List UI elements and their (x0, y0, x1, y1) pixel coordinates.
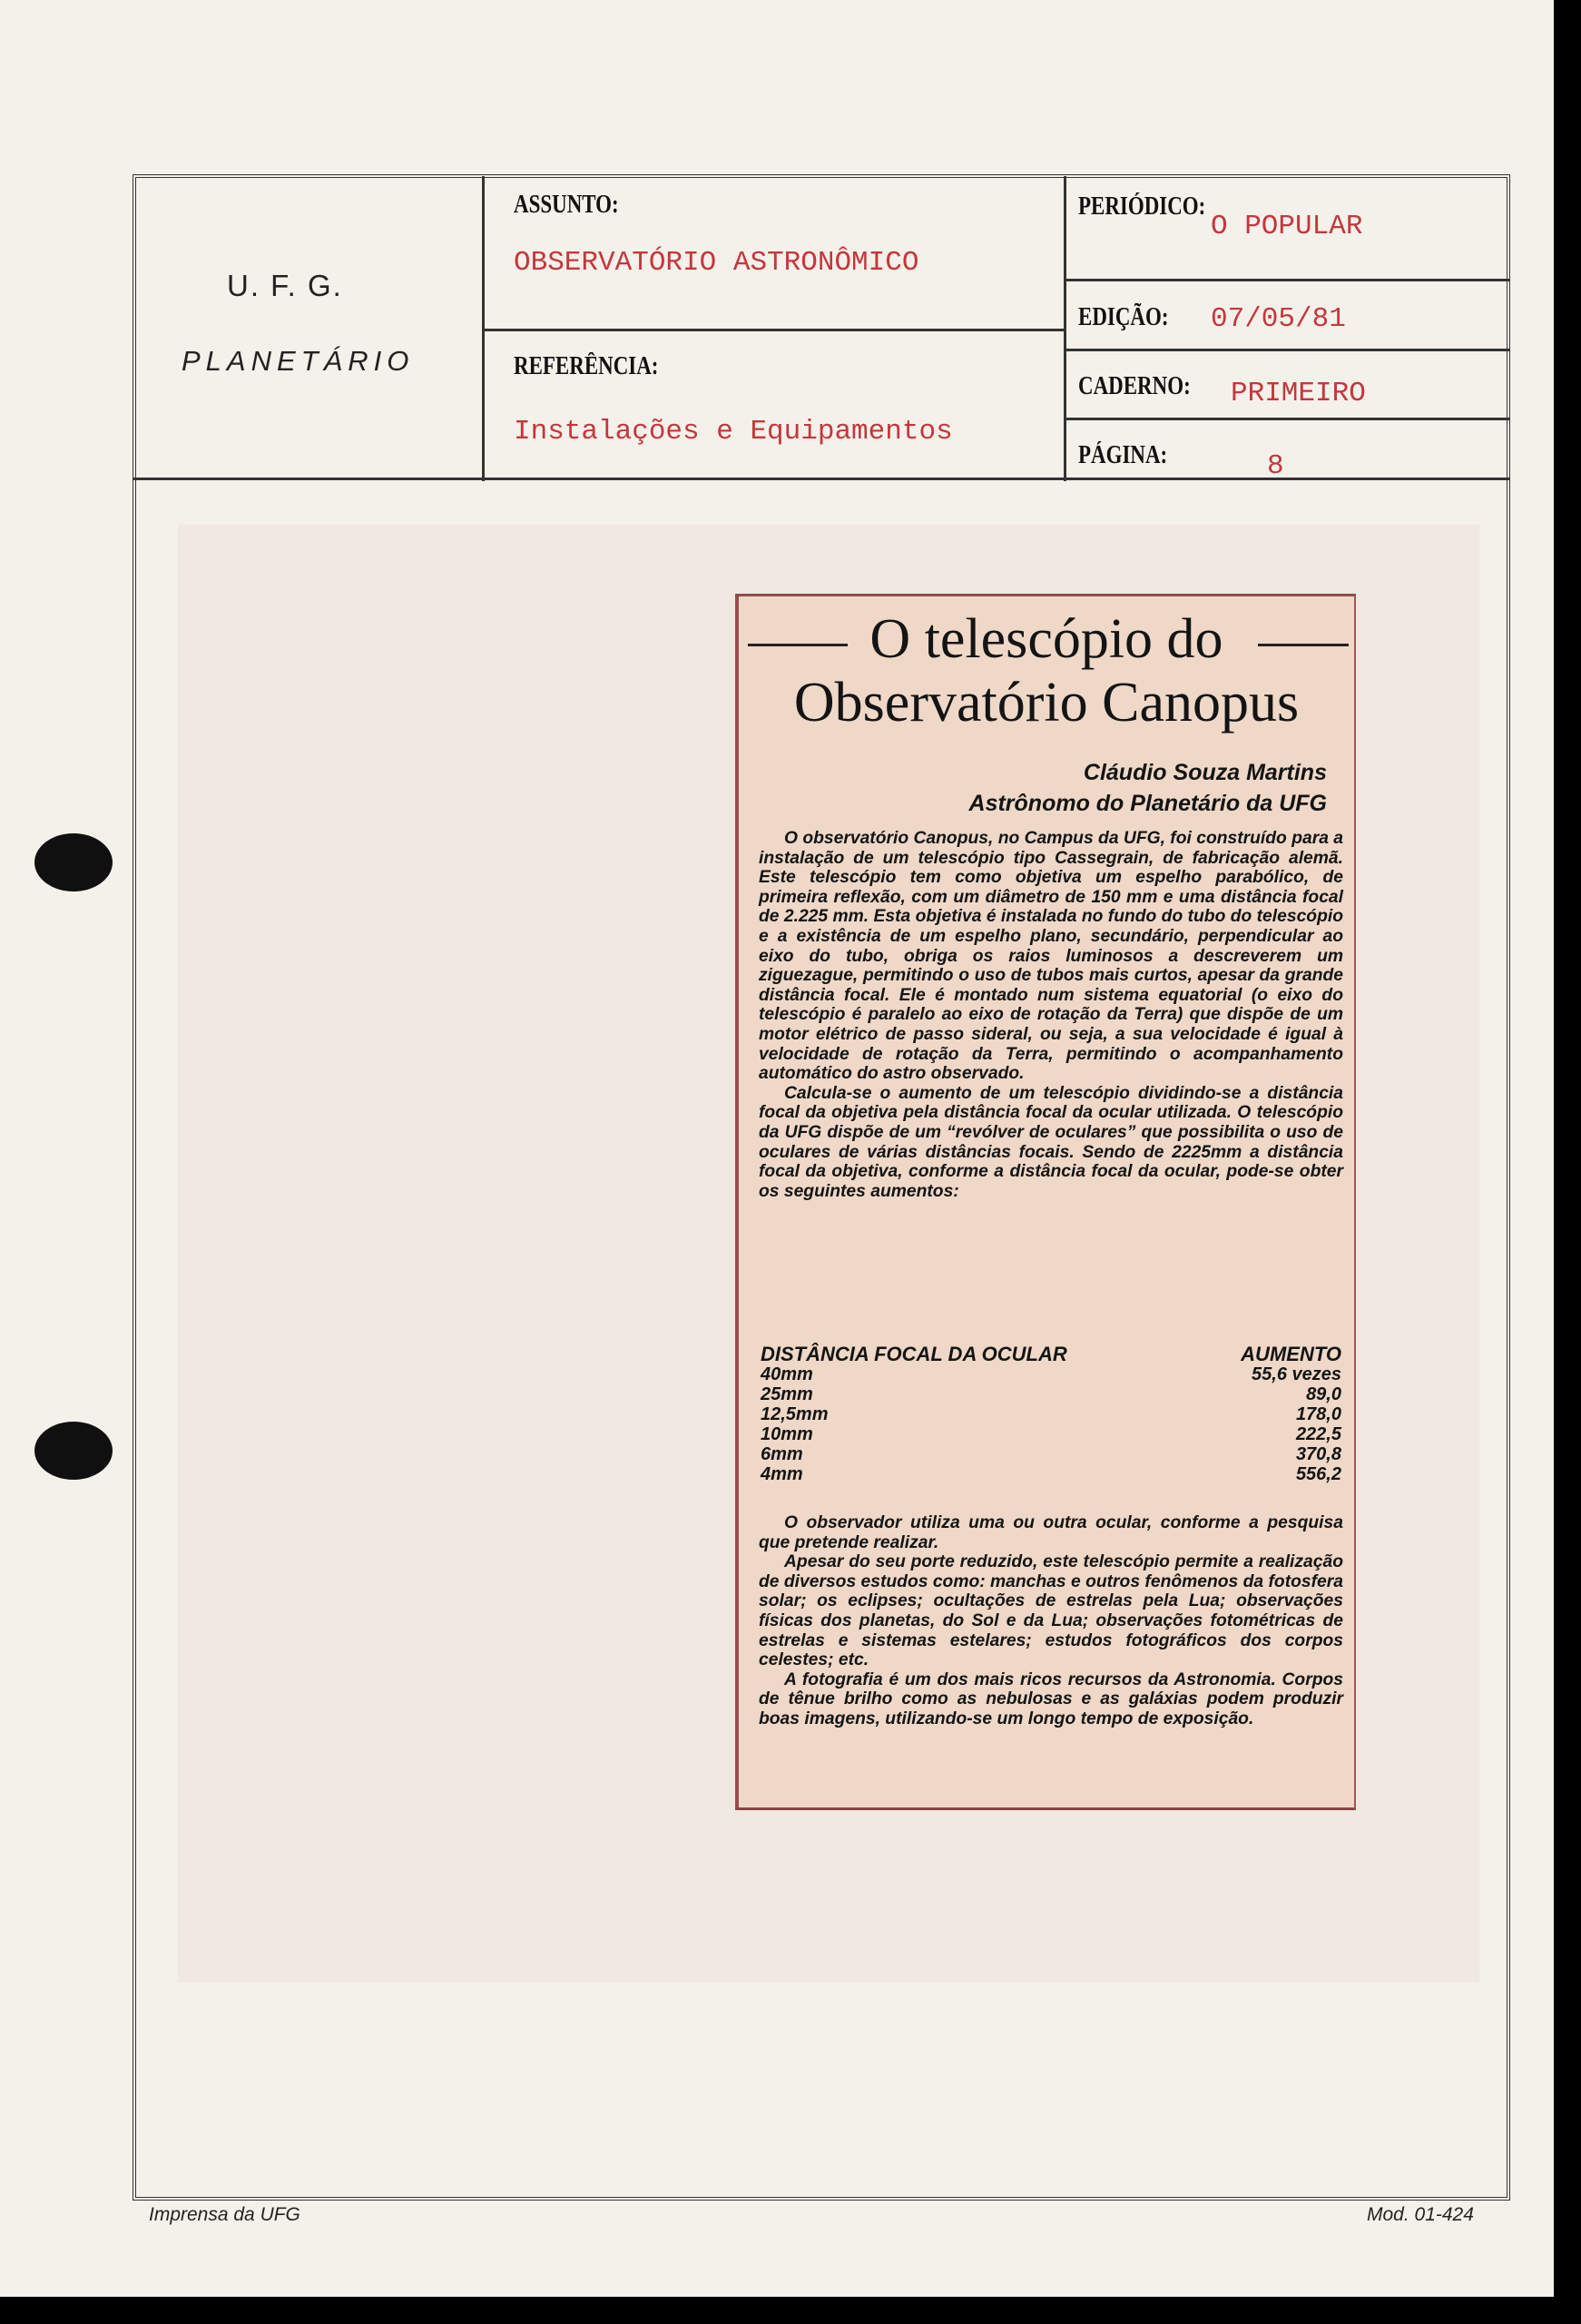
article-paragraph: Apesar do seu porte reduzido, este telescópio permite a realização de diversos estudos como: manchas e outros fenômenos da fotosfera solar; os eclipses; ocultações de estrelas pela Lua; observações físicas dos planetas, do Sol e da Lua; observações fotométricas de estrelas e sistemas estelares; estudos fotográficos dos corpos celestes; etc. (759, 1552, 1343, 1670)
periodico-label: PERIÓDICO: (1078, 192, 1206, 221)
table-row (761, 1444, 1341, 1464)
article-paragraph: Calcula-se o aumento de um telescópio dividindo-se a distância focal da objetiva pela distância focal da ocular utilizada. O telescópio da UFG dispõe de um “revólver de oculares” que possibilita o uso de oculares de várias distâncias focais. Sendo de 2225mm a distância focal da objetiva, conforme a distância focal da ocular, pode-se obter os seguintes aumentos: (759, 1083, 1343, 1201)
article-closing (759, 1513, 1343, 1729)
footer-form-code: Mod. 01-424 (1367, 2204, 1474, 2225)
article-title-line2: Observatório Canopus (793, 672, 1300, 734)
punch-hole-bottom (34, 1422, 113, 1480)
aumento-cell: 556,2 (1295, 1464, 1341, 1484)
article-paragraph: O observatório Canopus, no Campus da UFG, foi construído para a instalação de um telescópio tipo Cassegrain, de fabricação alemã. Este telescópio tem como objetiva um espelho parabólico, de primeira reflexão, com um diâmetro de 150 mm e uma distância focal de 2.225 mm. Esta objetiva é instalada no fundo do tubo do telescópio e a existência de um espelho plano, secundário, perpendicular ao eixo do tubo, obriga os raios luminosos a descreverem um ziguezague, permitindo o uso de tubos mais curtos, apesar da grande distância focal. Ele é montado num sistema equatorial (o eixo do telescópio é paralelo ao eixo de rotação da Terra) que dispõe de um motor elétrico de passo sideral, ou seja, a sua velocidade é igual à velocidade de rotação da Terra, permitindo o acompanhamento automático do astro observado. (759, 829, 1344, 1084)
assunto-divider (484, 329, 1065, 331)
pagina-label: PÁGINA: (1078, 441, 1168, 469)
assunto-value: OBSERVATÓRIO ASTRONÔMICO (514, 247, 919, 279)
aumento-cell: 89,0 (1306, 1384, 1341, 1404)
periodico-divider (1065, 279, 1510, 281)
ocular-column-header: DISTÂNCIA FOCAL DA OCULAR (761, 1343, 1067, 1365)
ocular-cell: 25mm (761, 1384, 813, 1404)
ocular-cell: 10mm (761, 1424, 813, 1444)
pagina-value: 8 (1267, 450, 1284, 482)
article-paragraph: A fotografia é um dos mais ricos recursos da Astronomia. Corpos de tênue brilho como as nebulosas e as galáxias podem produzir boas imagens, utilizando-se um longo tempo de exposição. (759, 1669, 1343, 1728)
newspaper-clipping (735, 594, 1356, 1810)
table-row (761, 1464, 1341, 1484)
periodico-value: O POPULAR (1211, 211, 1363, 242)
aumento-table (761, 1344, 1341, 1484)
institution-name: U. F. G. (227, 269, 343, 302)
department-name: PLANETÁRIO (182, 345, 415, 377)
aumento-cell: 222,5 (1295, 1424, 1341, 1444)
caderno-label: CADERNO: (1078, 372, 1191, 400)
footer-printer: Imprensa da UFG (149, 2204, 300, 2225)
aumento-cell: 55,6 vezes (1252, 1364, 1341, 1384)
assunto-label: ASSUNTO: (514, 191, 619, 219)
article-title-line1: O telescópio do (869, 608, 1223, 670)
article-paragraph: O observador utiliza uma ou outra ocular, conforme a pesquisa que pretende realizar. (759, 1513, 1343, 1552)
punch-hole-top (34, 833, 113, 891)
article-body (759, 829, 1343, 1201)
table-header (761, 1344, 1341, 1364)
header-bottom-line (133, 478, 1510, 480)
referencia-value: Instalações e Equipamentos (514, 416, 953, 448)
ocular-cell: 6mm (761, 1444, 803, 1464)
table-row (761, 1404, 1341, 1424)
article-author-role: Astrônomo do Planetário da UFG (968, 791, 1327, 816)
aumento-column-header: AUMENTO (1241, 1343, 1341, 1365)
edicao-divider (1065, 349, 1510, 351)
ocular-cell: 12,5mm (761, 1404, 829, 1424)
article-author: Cláudio Souza Martins (1083, 760, 1327, 785)
table-row (761, 1384, 1341, 1404)
caderno-value: PRIMEIRO (1231, 378, 1366, 409)
aumento-cell: 178,0 (1295, 1404, 1341, 1424)
caderno-divider (1065, 418, 1510, 420)
edicao-value: 07/05/81 (1211, 303, 1346, 335)
table-row (761, 1364, 1341, 1384)
ocular-cell: 4mm (761, 1464, 803, 1484)
ocular-cell: 40mm (761, 1364, 813, 1384)
edicao-label: EDIÇÃO: (1078, 303, 1169, 331)
referencia-label: REFERÊNCIA: (514, 352, 659, 380)
table-row (761, 1424, 1341, 1444)
aumento-cell: 370,8 (1295, 1444, 1341, 1464)
